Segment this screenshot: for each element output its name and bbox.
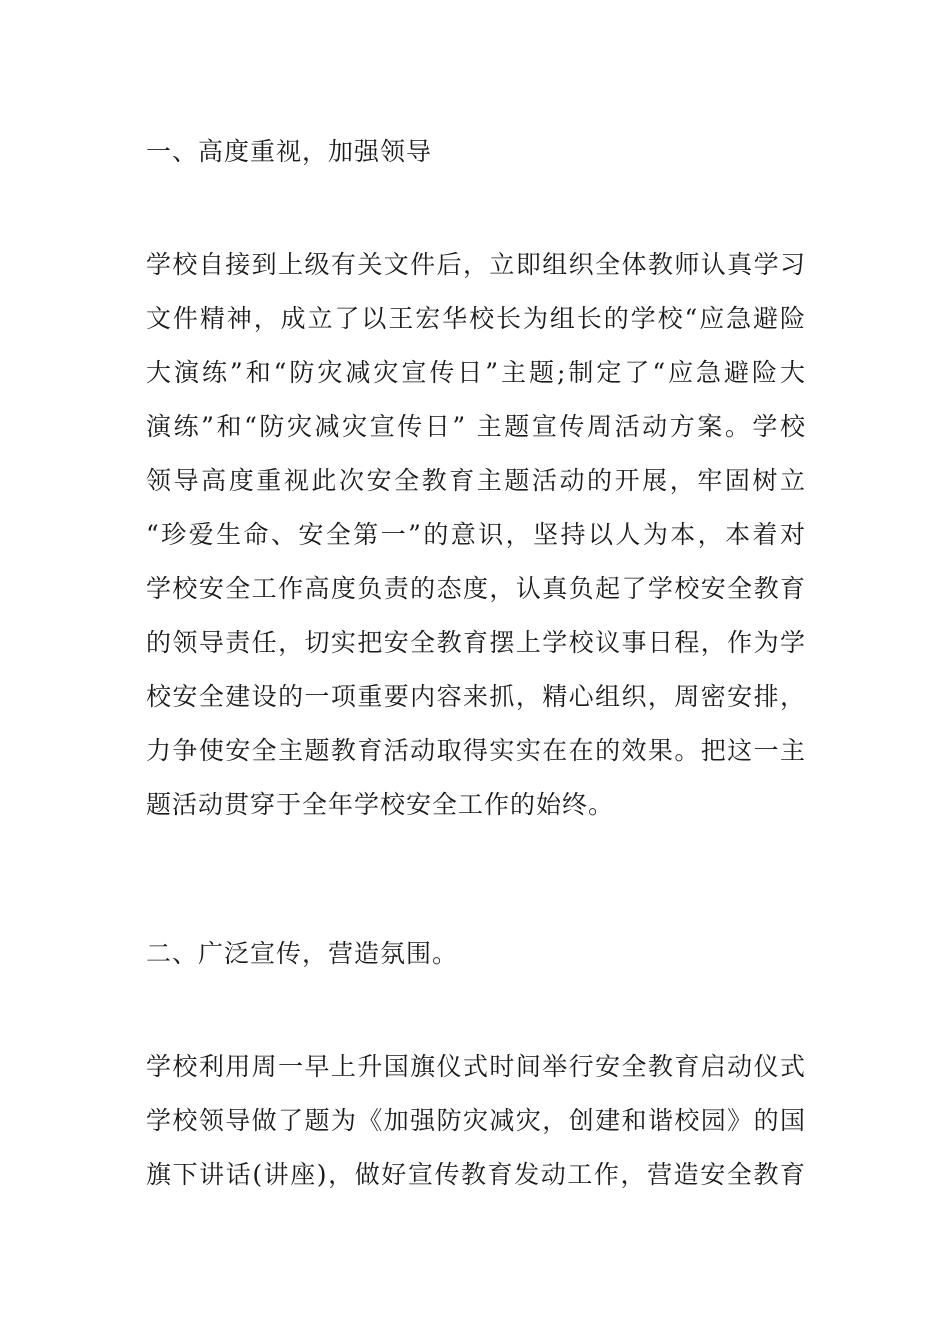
- body-line: 大演练”和“防灾减灾宣传日”主题;制定了“应急避险大: [146, 358, 806, 387]
- body-line: “珍爱生命、安全第一”的意识，坚持以人为本，本着对: [146, 520, 806, 549]
- body-line: 学校安全工作高度负责的态度，认真负起了学校安全教育: [146, 574, 806, 603]
- section-heading-1: 一、高度重视，加强领导: [146, 137, 433, 166]
- body-line: 学校自接到上级有关文件后，立即组织全体教师认真学习: [146, 250, 806, 279]
- body-line: 力争使安全主题教育活动取得实实在在的效果。把这一主: [146, 736, 806, 765]
- body-line: 文件精神，成立了以王宏华校长为组长的学校“应急避险: [146, 304, 806, 333]
- body-line: 的领导责任，切实把安全教育摆上学校议事日程，作为学: [146, 628, 806, 657]
- body-line: 演练”和“防灾减灾宣传日” 主题宣传周活动方案。学校: [146, 412, 806, 441]
- section-body-1: [146, 247, 806, 841]
- body-line: 学校领导做了题为《加强防灾减灾，创建和谐校园》的国: [146, 1106, 806, 1135]
- body-line: 校安全建设的一项重要内容来抓，精心组织，周密安排，: [146, 682, 806, 711]
- body-line: 题活动贯穿于全年学校安全工作的始终。: [146, 790, 615, 819]
- body-line: 领导高度重视此次安全教育主题活动的开展，牢固树立: [146, 466, 806, 495]
- section-heading-2: 二、广泛宣传，营造氛围。: [146, 939, 459, 968]
- section-body-2: [146, 1049, 806, 1211]
- body-line: 学校利用周一早上升国旗仪式时间举行安全教育启动仪式: [146, 1052, 806, 1081]
- body-line: 旗下讲话(讲座)，做好宣传教育发动工作，营造安全教育: [146, 1160, 806, 1189]
